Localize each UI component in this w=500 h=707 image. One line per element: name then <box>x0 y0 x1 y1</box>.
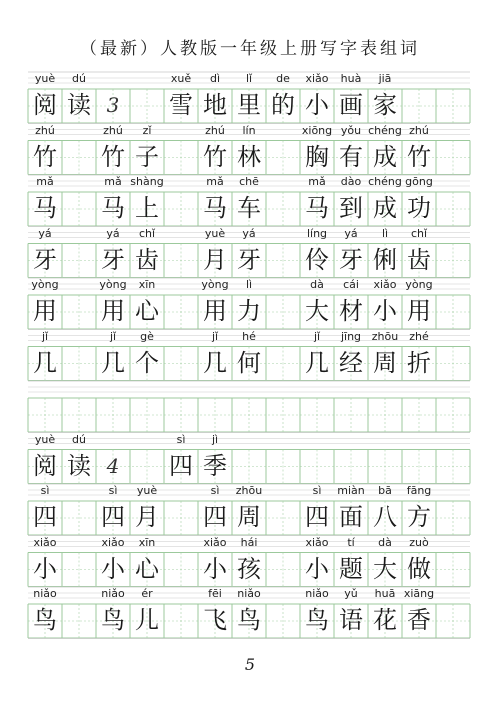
grid-cell <box>402 482 436 538</box>
hanzi: 阅 <box>33 91 57 119</box>
grid-cell <box>232 122 266 178</box>
hanzi: 周 <box>237 503 261 531</box>
grid-cell <box>130 122 164 178</box>
hanzi: 成 <box>373 142 397 171</box>
pinyin: yá <box>106 226 120 240</box>
grid-cell <box>402 534 436 590</box>
pinyin: líng <box>306 226 328 240</box>
hanzi: 子 <box>135 142 159 171</box>
pinyin: yǒu <box>340 123 362 137</box>
hanzi: 小 <box>373 297 397 325</box>
hanzi: 车 <box>237 194 261 222</box>
hanzi: 读 <box>67 451 91 480</box>
pinyin: lì <box>245 278 253 291</box>
grid-cell <box>62 70 96 126</box>
pinyin: jǐ <box>109 329 117 343</box>
hanzi: 几 <box>203 348 227 377</box>
pinyin: chéng <box>368 175 402 188</box>
hanzi: 折 <box>407 348 431 377</box>
pinyin: dà <box>310 278 324 291</box>
grid-cell <box>28 585 62 641</box>
grid-cell <box>130 276 164 332</box>
pinyin: shàng <box>130 175 164 188</box>
grid-cell <box>402 122 436 178</box>
grid-cell <box>130 534 164 590</box>
pinyin: mǎ <box>308 175 326 188</box>
pinyin: zhōu <box>235 484 263 497</box>
hanzi: 齿 <box>135 245 159 274</box>
pinyin: jǐ <box>211 329 219 343</box>
grid-cell <box>198 431 232 487</box>
pinyin: yòng <box>201 278 229 291</box>
pinyin: dì <box>209 72 221 85</box>
pinyin: chǐ <box>410 226 428 240</box>
pinyin: jiā <box>378 72 392 85</box>
pinyin: hé <box>242 329 256 343</box>
pinyin: niǎo <box>101 587 125 600</box>
pinyin: chéng <box>368 123 402 137</box>
grid-cell <box>130 585 164 641</box>
hanzi: 心 <box>135 297 159 325</box>
pinyin: dà <box>378 535 392 549</box>
hanzi: 读 <box>67 91 91 119</box>
grid-cell <box>232 276 266 332</box>
pinyin: sì <box>108 484 118 497</box>
grid-cell <box>28 534 62 590</box>
pinyin: jīng <box>340 329 362 343</box>
hanzi: 竹 <box>33 142 57 171</box>
hanzi: 竹 <box>203 142 227 171</box>
pinyin: zhōu <box>371 329 399 343</box>
pinyin: xiāng <box>403 587 435 600</box>
hanzi: 四 <box>101 503 125 531</box>
grid-cell <box>62 431 96 487</box>
hanzi: 成 <box>373 194 397 222</box>
grid-cell <box>96 431 130 487</box>
hanzi: 用 <box>407 297 431 325</box>
grid-cell <box>28 482 62 538</box>
pinyin: xiǎo <box>305 72 329 85</box>
pinyin: xīn <box>138 535 156 549</box>
hanzi: 阅 <box>33 451 57 480</box>
grid-cell <box>28 328 62 384</box>
hanzi: 香 <box>407 606 431 634</box>
hanzi: 月 <box>203 245 227 274</box>
hanzi: 小 <box>33 554 57 583</box>
pinyin: xiǎo <box>203 535 227 549</box>
pinyin: yuè <box>204 226 226 240</box>
grid-cell <box>130 328 164 384</box>
hanzi: 马 <box>305 194 329 222</box>
grid-cell <box>232 173 266 229</box>
hanzi: 马 <box>101 194 125 222</box>
pinyin: zuò <box>409 535 429 549</box>
grid-cell <box>402 328 436 384</box>
pinyin: xuě <box>170 72 192 85</box>
pinyin: dào <box>340 175 362 188</box>
pinyin: mǎ <box>206 175 224 188</box>
grid-cell <box>130 225 164 281</box>
pinyin: bā <box>378 484 392 497</box>
hanzi: 胸 <box>305 142 329 171</box>
pinyin: niǎo <box>33 587 57 600</box>
pinyin: sì <box>40 484 50 497</box>
pinyin: chē <box>239 175 259 188</box>
hanzi: 做 <box>407 554 431 583</box>
grid-cell <box>232 585 266 641</box>
grid-cell <box>232 225 266 281</box>
grid-cell <box>96 70 130 126</box>
pinyin: xiōng <box>301 123 333 137</box>
pinyin: zǐ <box>142 123 152 137</box>
pinyin: xiǎo <box>101 535 125 549</box>
hanzi: 四 <box>33 503 57 531</box>
hanzi: 有 <box>339 142 363 171</box>
pinyin: fāng <box>406 484 432 497</box>
pinyin: zhé <box>409 329 429 343</box>
pinyin: yòng <box>99 278 127 291</box>
pinyin: mǎ <box>36 175 54 188</box>
page-number: 5 <box>244 655 256 674</box>
hanzi: 飞 <box>203 606 227 634</box>
grid-cell <box>402 225 436 281</box>
hanzi: 材 <box>339 297 363 325</box>
hanzi: 鸟 <box>101 606 125 634</box>
hanzi: 心 <box>135 554 159 583</box>
hanzi: 四 <box>305 503 329 531</box>
hanzi: 牙 <box>101 245 125 274</box>
pinyin: yá <box>38 226 52 240</box>
hanzi: 牙 <box>237 245 261 274</box>
grid-cell <box>28 276 62 332</box>
hanzi: 牙 <box>339 245 363 274</box>
pinyin: yá <box>344 226 358 240</box>
hanzi: 月 <box>135 503 159 531</box>
hanzi: 伶 <box>305 245 329 274</box>
hanzi: 林 <box>237 142 261 171</box>
pinyin: dú <box>72 432 86 446</box>
page-title: （最新）人教版一年级上册写字表组词 <box>80 39 420 59</box>
hanzi: 面 <box>339 503 363 531</box>
hanzi: 鸟 <box>237 606 261 634</box>
lesson-number: 3 <box>106 93 120 117</box>
pinyin: ér <box>141 587 153 600</box>
hanzi: 竹 <box>407 142 431 171</box>
pinyin: sì <box>210 484 220 497</box>
pinyin: sì <box>176 432 186 446</box>
lesson-number: 4 <box>106 453 120 478</box>
pinyin: xiǎo <box>33 535 57 549</box>
hanzi: 用 <box>33 297 57 325</box>
hanzi: 功 <box>407 194 431 222</box>
hanzi: 到 <box>339 194 363 222</box>
pinyin: niǎo <box>305 587 329 600</box>
grid-cell <box>28 225 62 281</box>
hanzi: 小 <box>203 554 227 583</box>
hanzi: 题 <box>339 554 363 583</box>
hanzi: 小 <box>101 554 125 583</box>
grid-cell <box>368 70 402 126</box>
hanzi: 几 <box>305 348 329 377</box>
pinyin: zhú <box>205 123 225 137</box>
hanzi: 经 <box>339 348 363 377</box>
hanzi: 八 <box>373 503 397 531</box>
grid-cell <box>232 482 266 538</box>
pinyin: jì <box>211 432 219 446</box>
pinyin: de <box>276 72 290 85</box>
hanzi: 大 <box>305 297 329 325</box>
pinyin: yuè <box>34 432 56 446</box>
pinyin: miàn <box>337 484 365 497</box>
pinyin: yòng <box>31 278 59 291</box>
hanzi: 个 <box>135 348 159 377</box>
pinyin: zhú <box>409 123 429 137</box>
hanzi: 用 <box>101 297 125 325</box>
pinyin: yòng <box>405 278 433 291</box>
hanzi: 画 <box>339 91 363 119</box>
hanzi: 牙 <box>33 245 57 274</box>
hanzi: 家 <box>373 91 397 119</box>
grid-cell <box>130 173 164 229</box>
hanzi: 马 <box>33 194 57 222</box>
grid-cell <box>402 173 436 229</box>
pinyin: gè <box>140 329 154 343</box>
pinyin: zhú <box>35 123 55 137</box>
pinyin: xiǎo <box>305 535 329 549</box>
hanzi: 地 <box>203 91 227 119</box>
hanzi: 儿 <box>135 606 159 634</box>
pinyin: xīn <box>138 278 156 291</box>
pinyin: yǔ <box>344 587 358 600</box>
pinyin: huà <box>340 72 362 85</box>
pinyin: huā <box>374 587 396 600</box>
hanzi: 季 <box>203 451 227 480</box>
hanzi: 鸟 <box>305 606 329 634</box>
pinyin: sì <box>312 484 322 497</box>
pinyin: jǐ <box>313 329 321 343</box>
hanzi: 方 <box>407 503 431 531</box>
pinyin: yá <box>242 226 256 240</box>
hanzi: 里 <box>237 91 261 119</box>
grid-cell <box>232 328 266 384</box>
hanzi: 俐 <box>373 245 397 274</box>
grid-cell <box>402 585 436 641</box>
hanzi: 雪 <box>169 91 193 119</box>
hanzi: 小 <box>305 554 329 583</box>
grid-cell <box>28 122 62 178</box>
hanzi: 四 <box>169 451 193 480</box>
pinyin: yuè <box>34 72 56 85</box>
pinyin: gōng <box>405 175 433 188</box>
grid-cell <box>28 173 62 229</box>
hanzi: 周 <box>373 348 397 377</box>
pinyin: yuè <box>136 484 158 497</box>
pinyin: chǐ <box>138 226 156 240</box>
hanzi: 何 <box>237 348 261 377</box>
hanzi: 用 <box>203 297 227 325</box>
pinyin: lín <box>242 123 256 137</box>
hanzi: 鸟 <box>33 606 57 634</box>
pinyin: lì <box>381 226 389 240</box>
hanzi: 几 <box>33 348 57 377</box>
hanzi: 花 <box>373 606 397 634</box>
hanzi: 语 <box>339 606 363 634</box>
grid-cell <box>402 276 436 332</box>
grid-cell <box>130 482 164 538</box>
pinyin: dú <box>72 72 86 85</box>
hanzi: 几 <box>101 348 125 377</box>
pinyin: xiǎo <box>373 278 397 291</box>
hanzi: 马 <box>203 194 227 222</box>
hanzi: 小 <box>305 91 329 119</box>
hanzi: 四 <box>203 503 227 531</box>
grid-cell <box>232 534 266 590</box>
hanzi: 上 <box>135 194 159 222</box>
pinyin: lǐ <box>245 72 253 85</box>
pinyin: jǐ <box>41 329 49 343</box>
pinyin: niǎo <box>237 587 261 600</box>
hanzi: 力 <box>237 297 261 325</box>
pinyin: fēi <box>208 587 222 600</box>
pinyin: hái <box>240 535 258 549</box>
pinyin: tí <box>347 535 355 549</box>
hanzi: 孩 <box>237 554 261 583</box>
hanzi: 竹 <box>101 142 125 171</box>
pinyin: zhú <box>103 123 123 137</box>
hanzi: 大 <box>373 554 397 583</box>
hanzi: 齿 <box>407 245 431 274</box>
pinyin: mǎ <box>104 175 122 188</box>
hanzi: 的 <box>271 91 295 119</box>
pinyin: cái <box>343 278 359 291</box>
